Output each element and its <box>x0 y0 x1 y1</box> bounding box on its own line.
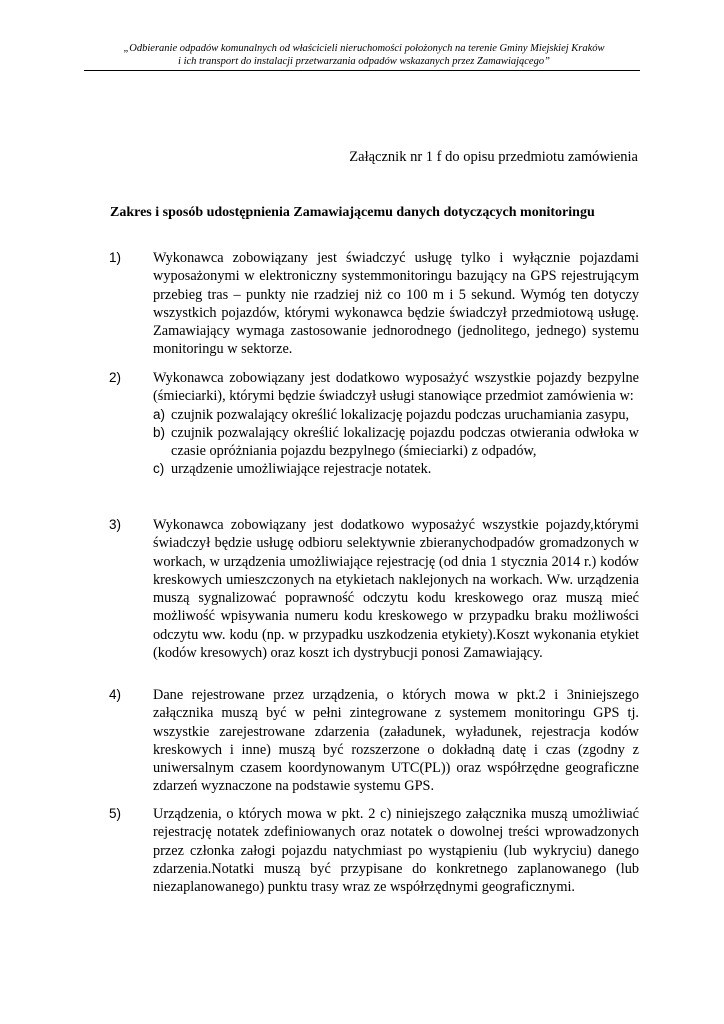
list-item-number: 5) <box>109 806 122 821</box>
sub-item-text: czujnik pozwalający określić lokalizację pojazdu podczas otwierania odwłoka w czasie opróżniania pojazdu bezpylnego (śmieciarki) z odpadów, <box>171 424 639 460</box>
sub-item-c <box>153 460 639 478</box>
sub-item-text: urządzenie umożliwiające rejestracje notatek. <box>171 461 432 478</box>
list-item-number: 3) <box>109 517 122 532</box>
sub-item-letter: b) <box>153 424 166 440</box>
header-line-2: i ich transport do instalacji przetwarzania odpadów wskazanych przez Zamawiającego” <box>178 56 550 67</box>
document-header <box>84 42 644 68</box>
list-item-4 <box>109 686 639 796</box>
sub-item-letter: c) <box>153 461 165 477</box>
sub-item-a <box>153 406 639 424</box>
list-item-text: Dane rejestrowane przez urządzenia, o których mowa w pkt.2 i 3niniejszego załącznika muszą być w pełni zintegrowane z systemem monitoringu GPS tj. wszystkie zarejestrowane zdarzenia (załadunek, wyładunek, rejestracja kodów kreskowych i inne) muszą być rozszerzone o dokładną datę i czas (zgodny z uniwersalnym czasem koordynowanym UTC(PL)) oraz współrzędne geograficzne zdarzeń wyznaczone na podstawie systemu GPS. <box>153 687 639 795</box>
header-divider <box>84 70 640 71</box>
list-item-text: Wykonawca zobowiązany jest dodatkowo wyposażyć wszystkie pojazdy,którymi świadczył będzie usługę odbioru selektywnie zbieranychodpadów gromadzonych w workach, w urządzenia umożliwiające rejestrację (od dnia 1 stycznia 2014 r.) kodów kreskowych umieszczonych na etykietach naklejonych na workach. Ww. urządzenia muszą sygnalizować poprawność odczytu kodu kreskowego oraz muszą mieć możliwość wpisywania numeru kodu kreskowego w przypadku braku możliwości odczytu ww. kodu (np. w przypadku uszkodzenia etykiety).Koszt wykonania etykiet (kodów kresowych) oraz koszt ich dystrybucji ponosi Zamawiający. <box>153 517 639 662</box>
header-line-1: „Odbieranie odpadów komunalnych od właścicieli nieruchomości położonych na terenie Gminy Miejskiej Kraków <box>123 43 605 54</box>
list-item-5 <box>109 805 639 896</box>
attachment-label: Załącznik nr 1 f do opisu przedmiotu zamówienia <box>349 149 638 165</box>
list-item-number: 4) <box>109 687 122 702</box>
list-item-text: Wykonawca zobowiązany jest dodatkowo wyposażyć wszystkie pojazdy bezpylne (śmieciarki), którymi będzie świadczył usługi stanowiące przedmiot zamówienia w: <box>153 370 639 405</box>
list-item-2 <box>109 369 639 479</box>
list-item-1 <box>109 249 639 359</box>
list-item-number: 1) <box>109 250 122 265</box>
sub-item-text: czujnik pozwalający określić lokalizację pojazdu podczas uruchamiania zasypu, <box>171 406 630 423</box>
list-item-number: 2) <box>109 370 122 385</box>
list-item-text: Urządzenia, o których mowa w pkt. 2 c) niniejszego załącznika muszą umożliwiać rejestrację notatek zdefiniowanych oraz notatek o dowolnej treści wprowadzonych przez członka załogi pojazdu natychmiast po wystąpieniu (lub wykryciu) danego zdarzenia.Notatki muszą być przypisane do konkretnego zaplanowanego (lub niezaplanowanego) punktu trasy wraz ze współrzędnymi geograficznymi. <box>153 806 639 896</box>
list-item-3 <box>109 516 639 662</box>
list-item-text: Wykonawca zobowiązany jest świadczyć usługę tylko i wyłącznie pojazdami wyposażonymi w elektroniczny systemmonitoringu bazujący na GPS rejestrującym przebieg tras – punkty nie rzadziej niż co 100 m i 5 sekund. Wymóg ten dotyczy wszystkich pojazdów, którymi wykonawca będzie świadczył przedmiotową usługę. Zamawiający wymaga zastosowanie jednorodnego (jednolitego, jednego) systemu monitoringu w sektorze. <box>153 250 639 358</box>
sub-item-letter: a) <box>153 406 166 422</box>
sub-item-b <box>153 424 639 461</box>
document-title: Zakres i sposób udostępnienia Zamawiającemu danych dotyczących monitoringu <box>110 205 595 220</box>
